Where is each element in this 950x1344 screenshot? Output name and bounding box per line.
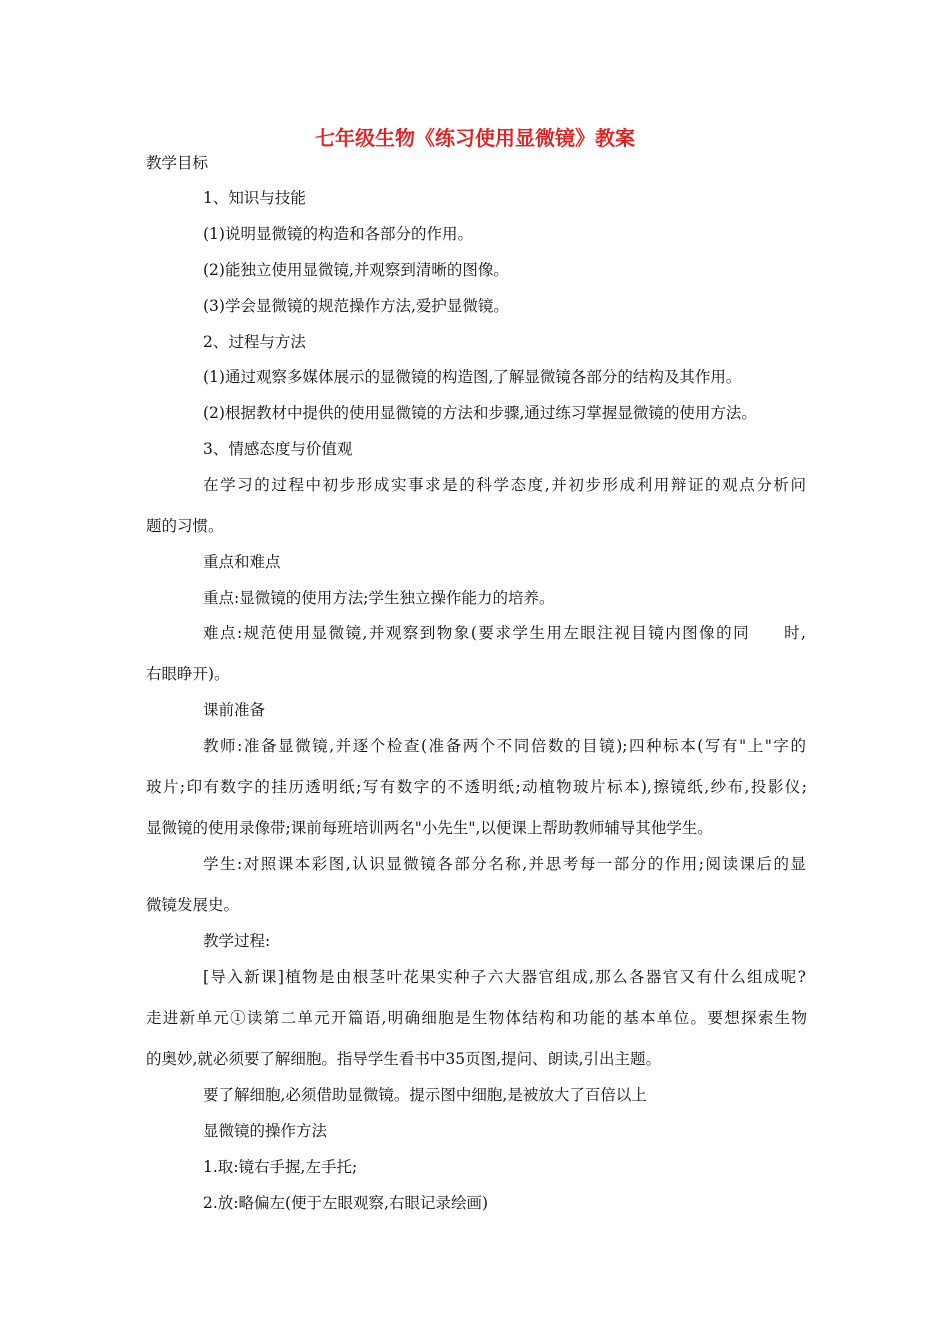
- subsection-heading: 3、情感态度与价值观: [203, 440, 353, 458]
- paragraph-line: 教师:准备显微镜,并逐个检查(准备两个不同倍数的目镜);四种标本(写有"上"字的: [203, 737, 806, 755]
- paragraph-line: 难点:规范使用显微镜,并观察到物象(要求学生用左眼注视目镜内图像的同 时,: [203, 624, 806, 642]
- paragraph-line: (2)根据教材中提供的使用显微镜的方法和步骤,通过练习掌握显微镜的使用方法。: [203, 404, 757, 422]
- paragraph-line: (1)说明显微镜的构造和各部分的作用。: [203, 225, 473, 243]
- subsection-heading: 2、过程与方法: [203, 333, 306, 351]
- paragraph-line: 学生:对照课本彩图,认识显微镜各部分名称,并思考每一部分的作用;阅读课后的显: [203, 855, 806, 873]
- document-title: 七年级生物《练习使用显微镜》教案: [315, 126, 635, 150]
- paragraph-line: 重点:显微镜的使用方法;学生独立操作能力的培养。: [203, 589, 555, 607]
- section-heading: 教学目标: [146, 154, 209, 172]
- paragraph-line: (1)通过观察多媒体展示的显微镜的构造图,了解显微镜各部分的结构及其作用。: [203, 368, 742, 386]
- paragraph-line: 微镜发展史。: [146, 896, 240, 914]
- paragraph-line: (3)学会显微镜的规范操作方法,爱护显微镜。: [203, 297, 509, 315]
- subsection-heading: 1、知识与技能: [203, 189, 306, 207]
- paragraph-line: 显微镜的使用录像带;课前每班培训两名"小先生",以便课上帮助教师辅导其他学生。: [146, 819, 713, 837]
- section-heading: 教学过程:: [203, 932, 271, 950]
- list-item: 2.放:略偏左(便于左眼观察,右眼记录绘画): [203, 1194, 489, 1212]
- paragraph-line: 在学习的过程中初步形成实事求是的科学态度,并初步形成利用辩证的观点分析问: [203, 476, 806, 494]
- paragraph-line: (2)能独立使用显微镜,并观察到清晰的图像。: [203, 261, 509, 279]
- paragraph-line: 的奥妙,就必须要了解细胞。指导学生看书中35页图,提问、朗读,引出主题。: [146, 1050, 662, 1068]
- paragraph-line: 右眼睁开)。: [146, 665, 230, 683]
- section-heading: 显微镜的操作方法: [203, 1122, 328, 1140]
- list-item: 1.取:镜右手握,左手托;: [203, 1158, 358, 1176]
- section-heading: 课前准备: [203, 701, 266, 719]
- section-heading: 重点和难点: [203, 553, 281, 571]
- paragraph-line: 走进新单元①读第二单元开篇语,明确细胞是生物体结构和功能的基本单位。要想探索生物: [146, 1009, 807, 1027]
- paragraph-line: 题的习惯。: [146, 517, 224, 535]
- paragraph-line: [导入新课]植物是由根茎叶花果实种子六大器官组成,那么各器官又有什么组成呢?: [203, 968, 806, 986]
- paragraph-line: 玻片;印有数字的挂历透明纸;写有数字的不透明纸;动植物玻片标本),擦镜纸,纱布,投影仪;: [146, 778, 807, 796]
- paragraph-line: 要了解细胞,必须借助显微镜。提示图中细胞,是被放大了百倍以上: [203, 1086, 647, 1104]
